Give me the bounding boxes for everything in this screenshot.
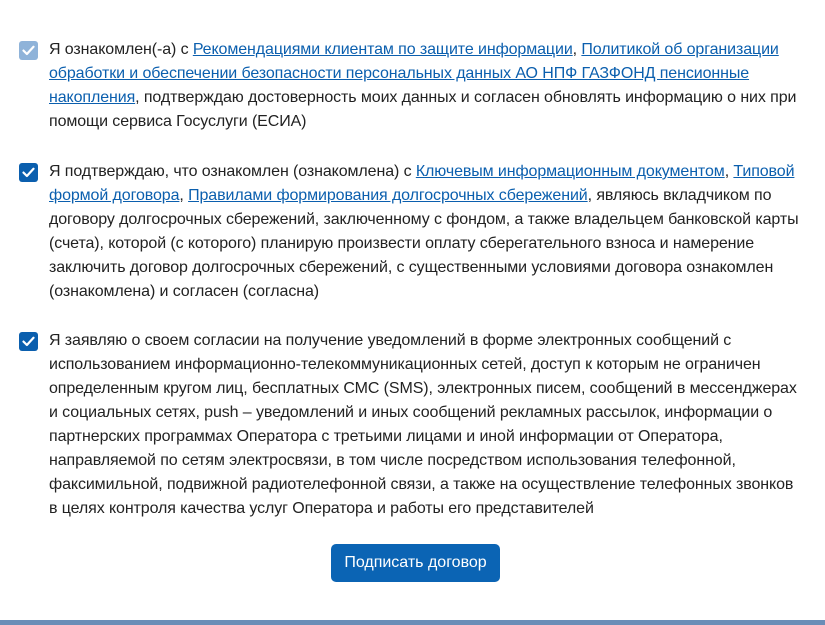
check-icon xyxy=(22,336,35,347)
frame-bottom-border xyxy=(0,620,825,625)
consent-item-notifications xyxy=(19,329,799,521)
consent-text-data-verification xyxy=(49,38,799,134)
consent-checkbox-documents-acknowledgement[interactable] xyxy=(19,163,38,182)
link-contract-template[interactable]: Типовой формой договора xyxy=(49,163,795,204)
consent-checkbox-data-verification[interactable] xyxy=(19,41,38,60)
link-key-information-document[interactable]: Ключевым информационным документом xyxy=(415,163,725,180)
consent-text-segment: Я подтверждаю, что ознакомлен (ознакомлена) с xyxy=(49,163,416,180)
check-icon xyxy=(22,45,35,56)
consent-item-data-verification xyxy=(19,38,799,134)
consent-text-documents-acknowledgement xyxy=(49,160,799,304)
consent-checkbox-notifications[interactable] xyxy=(19,332,38,351)
consent-text-segment: , xyxy=(724,163,734,180)
consent-text-segment: , xyxy=(179,187,189,204)
consent-text-segment: Я ознакомлен(-а) с xyxy=(49,41,193,58)
link-savings-rules[interactable]: Правилами формирования долгосрочных сбережений xyxy=(188,187,588,204)
consent-item-documents-acknowledgement xyxy=(19,160,799,304)
link-personal-data-policy[interactable]: Политикой об организации обработки и обеспечении безопасности персональных данных АО НПФ ГАЗФОНД пенсионные накопления xyxy=(49,41,779,106)
consent-text-segment: , подтверждаю достоверность моих данных и согласен обновлять информацию о них при помощи сервиса Госуслуги (ЕСИА) xyxy=(49,89,797,130)
consent-text-segment: , являюсь вкладчиком по договору долгосрочных сбережений, заключенному с фондом, а также владельцем банковской карты (счета), которой (с которого) планирую произвести оплату сберегательного взноса и намерение заключить договор долгосрочных сбережений, с существенными условиями договора ознакомлен (ознакомлена) и согласен (согласна) xyxy=(49,187,799,300)
check-icon xyxy=(22,167,35,178)
consent-text-segment: , xyxy=(572,41,582,58)
consent-text-notifications: Я заявляю о своем согласии на получение уведомлений в форме электронных сообщений с использованием информационно-телекоммуникационных сетей, доступ к которым не ограничен определенным кругом лиц, бесплатных СМС (SMS), электронных писем, сообщений в мессенджерах и социальных сетях, push – уведомлений и иных сообщений рекламных рассылок, информации о партнерских программах Оператора с третьими лицами и иной информации от Оператора, направляемой по сетям электросвязи, в том числе посредством использования телефонной, факсимильной, подвижной радиотелефонной связи, а также на осуществление телефонных звонков в целях контроля качества услуг Оператора и работы его представителей xyxy=(49,332,797,517)
link-client-recommendations[interactable]: Рекомендациями клиентам по защите информации xyxy=(192,41,573,58)
sign-contract-button[interactable]: Подписать договор xyxy=(331,544,500,582)
